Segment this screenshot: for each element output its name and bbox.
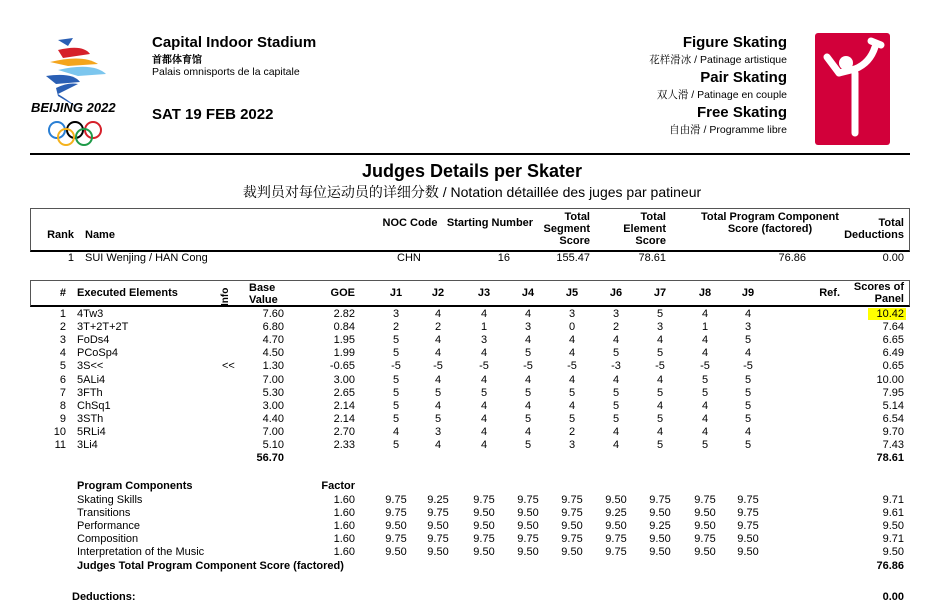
component-judge-score: 9.50	[649, 533, 671, 546]
element-goe: 2.70	[333, 425, 355, 438]
element-number: 11	[54, 439, 66, 451]
element-name: 3STh	[77, 412, 104, 425]
element-judge-score: 5	[656, 308, 664, 320]
element-judge-score: 4	[524, 308, 532, 320]
element-judge-score: -5	[567, 360, 577, 373]
element-number: 7	[59, 386, 66, 399]
element-panel-score: 6.49	[882, 347, 904, 360]
element-judge-score: 4	[480, 373, 488, 386]
header-executed-elements: Executed Elements	[77, 287, 178, 299]
element-judge-score: 4	[480, 399, 488, 412]
element-judge-score: 4	[656, 334, 664, 347]
element-number: 10	[53, 425, 66, 438]
header-number: #	[59, 287, 66, 299]
header-base-value: Base Value	[249, 282, 278, 306]
skater-pictogram-icon	[815, 33, 890, 145]
element-judge-score: 5	[656, 439, 664, 451]
header-judge-6: J6	[609, 287, 623, 299]
element-judge-score: -5	[700, 360, 710, 373]
element-judge-score: 2	[392, 321, 400, 334]
element-judge-score: 4	[701, 412, 709, 425]
element-judge-score: 3	[568, 439, 576, 451]
component-judge-score: 9.25	[649, 520, 671, 533]
summary-noc: CHN	[397, 252, 421, 264]
discipline-sub: 双人滑 / Patinage en couple	[656, 89, 787, 101]
element-judge-score: 5	[744, 399, 752, 412]
element-judge-score: 3	[480, 334, 488, 347]
element-judge-score: 2	[568, 425, 576, 438]
component-judge-score: 9.50	[517, 507, 539, 520]
element-judge-score: 5	[744, 412, 752, 425]
element-judge-score: 3	[612, 308, 620, 320]
element-judge-score: 4	[392, 425, 400, 438]
element-name: 3T+2T+2T	[77, 321, 129, 334]
element-judge-score: 5	[744, 386, 752, 399]
sport-name: Figure Skating	[682, 34, 787, 51]
component-judge-score: 9.75	[385, 533, 407, 546]
element-judge-score: 5	[568, 412, 576, 425]
element-judge-score: 4	[568, 399, 576, 412]
element-judge-score: 5	[568, 386, 576, 399]
component-judge-score: 9.75	[561, 507, 583, 520]
element-judge-score: 5	[392, 347, 400, 360]
element-judge-score: 5	[392, 373, 400, 386]
element-base-value: 4.70	[262, 334, 284, 347]
element-judge-score: 4	[612, 334, 620, 347]
component-judge-score: 9.50	[694, 546, 716, 559]
component-judge-score: 9.75	[605, 546, 627, 559]
deductions-value: 0.00	[882, 591, 904, 603]
header-goe: GOE	[330, 287, 355, 299]
element-judge-score: 3	[656, 321, 664, 334]
element-judge-score: 4	[524, 399, 532, 412]
element-panel-score: 0.65	[882, 360, 904, 373]
summary-name: SUI Wenjing / HAN Cong	[85, 252, 208, 264]
venue-name-fr: Palais omnisports de la capitale	[152, 66, 300, 78]
component-factor: 1.60	[333, 507, 355, 520]
element-judge-score: 4	[568, 334, 576, 347]
element-judge-score: 2	[434, 321, 442, 334]
element-panel-score: 7.95	[882, 386, 904, 399]
element-judge-score: 4	[480, 308, 488, 320]
element-judge-score: 3	[744, 321, 752, 334]
summary-header-name: Name	[85, 229, 115, 241]
element-judge-score: 5	[701, 439, 709, 451]
element-judge-score: 2	[612, 321, 620, 334]
component-judge-score: 9.50	[517, 520, 539, 533]
header-judge-9: J9	[741, 287, 755, 299]
element-number: 5	[59, 360, 66, 373]
header-judge-3: J3	[477, 287, 491, 299]
component-judge-score: 9.50	[649, 546, 671, 559]
element-number: 4	[59, 347, 66, 360]
component-judge-score: 9.75	[737, 494, 759, 506]
element-judge-score: 3	[434, 425, 442, 438]
element-judge-score: 4	[744, 347, 752, 360]
component-judge-score: 9.50	[694, 520, 716, 533]
panel-score-total: 78.61	[876, 452, 904, 464]
component-panel-score: 9.50	[882, 520, 904, 533]
element-goe: 2.33	[333, 439, 355, 451]
component-factor: 1.60	[333, 520, 355, 533]
element-judge-score: 4	[524, 373, 532, 386]
element-judge-score: 4	[480, 347, 488, 360]
element-judge-score: 4	[701, 308, 709, 320]
element-judge-score: 4	[612, 439, 620, 451]
svg-text:BEIJING 2022: BEIJING 2022	[31, 100, 116, 115]
element-judge-score: 5	[744, 334, 752, 347]
element-judge-score: 4	[656, 425, 664, 438]
element-judge-score: 4	[480, 412, 488, 425]
component-panel-score: 9.71	[882, 494, 904, 506]
element-number: 8	[59, 399, 66, 412]
element-goe: 2.82	[333, 308, 355, 320]
element-name: 3FTh	[77, 386, 103, 399]
component-judge-score: 9.75	[385, 507, 407, 520]
element-goe: -0.65	[329, 360, 355, 373]
element-judge-score: 3	[392, 308, 400, 320]
component-name: Interpretation of the Music	[77, 546, 205, 559]
element-base-value: 5.10	[262, 439, 284, 451]
element-judge-score: 4	[701, 347, 709, 360]
summary-header-pcs: Total Program Component Score (factored)	[701, 211, 839, 235]
component-panel-score: 9.61	[882, 507, 904, 520]
beijing-2022-logo	[28, 32, 138, 147]
element-judge-score: 5	[480, 386, 488, 399]
element-goe: 1.99	[333, 347, 355, 360]
element-judge-score: 4	[434, 439, 442, 451]
element-goe: 2.14	[333, 412, 355, 425]
component-judge-score: 9.75	[737, 507, 759, 520]
summary-rank: 1	[67, 252, 74, 264]
figure-skating-pictogram	[815, 33, 890, 145]
element-base-value: 6.80	[262, 321, 284, 334]
summary-ded: 0.00	[882, 252, 904, 264]
element-info: <<	[222, 360, 235, 373]
element-judge-score: 4	[434, 347, 442, 360]
element-panel-score: 5.14	[882, 399, 904, 412]
component-name: Skating Skills	[77, 494, 143, 506]
segment-name: Free Skating	[696, 104, 787, 121]
component-name: Performance	[77, 520, 140, 533]
header-info: Info	[220, 287, 231, 306]
component-judge-score: 9.25	[605, 507, 627, 520]
summary-header-rank: Rank	[47, 229, 74, 241]
element-judge-score: 4	[524, 334, 532, 347]
element-number: 9	[59, 412, 66, 425]
element-judge-score: 5	[392, 386, 400, 399]
element-name: PCoSp4	[77, 347, 118, 360]
header-judge-2: J2	[431, 287, 445, 299]
element-panel-score: 6.65	[882, 334, 904, 347]
header-judge-1: J1	[389, 287, 403, 299]
header-judge-7: J7	[653, 287, 667, 299]
components-header: Program Components	[77, 480, 193, 492]
element-base-value: 4.50	[262, 347, 284, 360]
component-judge-score: 9.50	[385, 520, 407, 533]
component-judge-score: 9.75	[694, 494, 716, 506]
element-judge-score: 5	[612, 386, 620, 399]
beijing-2022-emblem-icon	[28, 32, 138, 147]
components-total: 76.86	[876, 560, 904, 572]
component-judge-score: 9.50	[605, 494, 627, 506]
element-goe: 3.00	[333, 373, 355, 386]
element-judge-score: -5	[391, 360, 401, 373]
header-scores-of-panel: Scores of Panel	[853, 281, 904, 305]
component-judge-score: 9.50	[561, 520, 583, 533]
element-judge-score: 3	[568, 308, 576, 320]
summary-tes: 78.61	[638, 252, 666, 264]
summary-header-tes: Total Element Score	[623, 211, 666, 247]
element-panel-score: 7.64	[882, 321, 904, 334]
element-number: 1	[59, 308, 66, 320]
component-judge-score: 9.75	[694, 533, 716, 546]
component-judge-score: 9.50	[649, 507, 671, 520]
component-factor: 1.60	[333, 494, 355, 506]
element-judge-score: 1	[701, 321, 709, 334]
element-judge-score: 4	[434, 373, 442, 386]
component-factor: 1.60	[333, 546, 355, 559]
element-name: 5ALi4	[77, 373, 106, 386]
element-panel-score: 6.54	[882, 412, 904, 425]
element-goe: 2.14	[333, 399, 355, 412]
component-judge-score: 9.75	[385, 494, 407, 506]
element-panel-score: 10.42	[868, 308, 906, 320]
component-judge-score: 9.75	[561, 533, 583, 546]
component-judge-score: 9.50	[427, 520, 449, 533]
element-judge-score: 5	[434, 412, 442, 425]
component-judge-score: 9.75	[427, 533, 449, 546]
element-judge-score: 5	[612, 347, 620, 360]
component-judge-score: 9.50	[737, 533, 759, 546]
element-judge-score: 4	[656, 373, 664, 386]
element-goe: 0.84	[333, 321, 355, 334]
component-judge-score: 9.50	[561, 546, 583, 559]
element-judge-score: 4	[434, 308, 442, 320]
element-judge-score: -5	[523, 360, 533, 373]
element-judge-score: 5	[744, 373, 752, 386]
component-judge-score: 9.50	[473, 546, 495, 559]
element-base-value: 1.30	[262, 360, 284, 373]
element-judge-score: 4	[480, 439, 488, 451]
summary-header-tss: Total Segment Score	[543, 211, 590, 247]
element-judge-score: 3	[524, 321, 532, 334]
element-number: 6	[59, 373, 66, 386]
component-panel-score: 9.71	[882, 533, 904, 546]
sport-sub: 花样滑冰 / Patinage artistique	[649, 54, 787, 66]
element-base-value: 3.00	[262, 399, 284, 412]
element-judge-score: -5	[479, 360, 489, 373]
summary-tss: 155.47	[556, 252, 590, 264]
base-value-total: 56.70	[256, 452, 284, 464]
element-judge-score: 4	[701, 334, 709, 347]
factor-header: Factor	[321, 480, 355, 492]
element-judge-score: 5	[656, 412, 664, 425]
component-judge-score: 9.75	[473, 494, 495, 506]
element-judge-score: -5	[433, 360, 443, 373]
element-judge-score: -3	[611, 360, 621, 373]
element-name: FoDs4	[77, 334, 110, 347]
page-subtitle: 裁判员对每位运动员的详细分数 / Notation détaillée des juges par patineur	[242, 184, 702, 200]
element-judge-score: 5	[392, 412, 400, 425]
component-judge-score: 9.75	[517, 533, 539, 546]
summary-header-ded: Total Deductions	[844, 217, 904, 241]
element-judge-score: 5	[656, 386, 664, 399]
element-judge-score: 5	[612, 412, 620, 425]
component-judge-score: 9.75	[649, 494, 671, 506]
component-judge-score: 9.50	[517, 546, 539, 559]
element-base-value: 7.60	[262, 308, 284, 320]
component-name: Composition	[77, 533, 139, 546]
component-judge-score: 9.50	[385, 546, 407, 559]
element-judge-score: 5	[744, 439, 752, 451]
component-judge-score: 9.75	[561, 494, 583, 506]
element-base-value: 7.00	[262, 373, 284, 386]
component-panel-score: 9.50	[882, 546, 904, 559]
element-judge-score: 5	[656, 347, 664, 360]
element-judge-score: 4	[568, 347, 576, 360]
element-panel-score: 7.43	[882, 439, 904, 451]
header-ref: Ref.	[819, 287, 840, 299]
element-judge-score: 4	[434, 334, 442, 347]
element-judge-score: 4	[744, 308, 752, 320]
element-goe: 2.65	[333, 386, 355, 399]
component-judge-score: 9.25	[427, 494, 449, 506]
element-judge-score: 1	[480, 321, 488, 334]
component-judge-score: 9.50	[737, 546, 759, 559]
element-name: 5RLi4	[77, 425, 106, 438]
element-name: ChSq1	[77, 399, 111, 412]
element-judge-score: 5	[524, 386, 532, 399]
element-judge-score: 5	[392, 399, 400, 412]
component-judge-score: 9.50	[694, 507, 716, 520]
header-judge-4: J4	[521, 287, 535, 299]
element-judge-score: 4	[480, 425, 488, 438]
venue-name: Capital Indoor Stadium	[152, 34, 317, 51]
component-judge-score: 9.75	[517, 494, 539, 506]
component-name: Transitions	[77, 507, 131, 520]
element-judge-score: 5	[434, 386, 442, 399]
element-name: 4Tw3	[77, 308, 104, 320]
element-number: 3	[59, 334, 66, 347]
element-goe: 1.95	[333, 334, 355, 347]
component-judge-score: 9.50	[473, 520, 495, 533]
header-judge-5: J5	[565, 287, 579, 299]
component-factor: 1.60	[333, 533, 355, 546]
component-judge-score: 9.75	[737, 520, 759, 533]
element-judge-score: 4	[744, 425, 752, 438]
element-judge-score: -5	[655, 360, 665, 373]
element-judge-score: 5	[701, 373, 709, 386]
summary-header-start: Starting Number	[446, 217, 534, 229]
page-title: Judges Details per Skater	[361, 161, 583, 181]
element-judge-score: 4	[701, 425, 709, 438]
element-name: 3Li4	[77, 439, 98, 451]
summary-pcs: 76.86	[778, 252, 806, 264]
component-judge-score: 9.75	[605, 533, 627, 546]
element-judge-score: 5	[524, 412, 532, 425]
venue-name-zh: 首都体育馆	[152, 55, 202, 66]
component-judge-score: 9.75	[427, 507, 449, 520]
component-judge-score: 9.50	[473, 507, 495, 520]
element-judge-score: 5	[392, 439, 400, 451]
element-base-value: 7.00	[262, 425, 284, 438]
element-number: 2	[59, 321, 66, 334]
element-judge-score: 4	[568, 373, 576, 386]
discipline-name: Pair Skating	[700, 69, 787, 86]
element-judge-score: 5	[701, 386, 709, 399]
component-judge-score: 9.50	[427, 546, 449, 559]
element-judge-score: 4	[701, 399, 709, 412]
element-judge-score: 0	[568, 321, 576, 334]
element-judge-score: -5	[743, 360, 753, 373]
element-judge-score: 4	[434, 399, 442, 412]
element-base-value: 5.30	[262, 386, 284, 399]
component-judge-score: 9.50	[605, 520, 627, 533]
component-judge-score: 9.75	[473, 533, 495, 546]
element-judge-score: 4	[612, 373, 620, 386]
element-judge-score: 4	[656, 399, 664, 412]
element-name: 3S<<	[77, 360, 104, 373]
header-judge-8: J8	[698, 287, 712, 299]
event-date: SAT 19 FEB 2022	[152, 106, 274, 123]
element-judge-score: 4	[612, 425, 620, 438]
element-base-value: 4.40	[262, 412, 284, 425]
components-total-label: Judges Total Program Component Score (factored)	[77, 560, 344, 572]
element-judge-score: 5	[524, 439, 532, 451]
element-judge-score: 5	[392, 334, 400, 347]
element-panel-score: 10.00	[876, 373, 904, 386]
element-judge-score: 5	[612, 399, 620, 412]
summary-start: 16	[497, 252, 510, 264]
deductions-label: Deductions:	[72, 591, 136, 603]
element-judge-score: 5	[524, 347, 532, 360]
segment-sub: 自由滑 / Programme libre	[669, 124, 787, 136]
summary-header-noc: NOC Code	[382, 217, 438, 229]
element-judge-score: 4	[524, 425, 532, 438]
element-panel-score: 9.70	[882, 425, 904, 438]
